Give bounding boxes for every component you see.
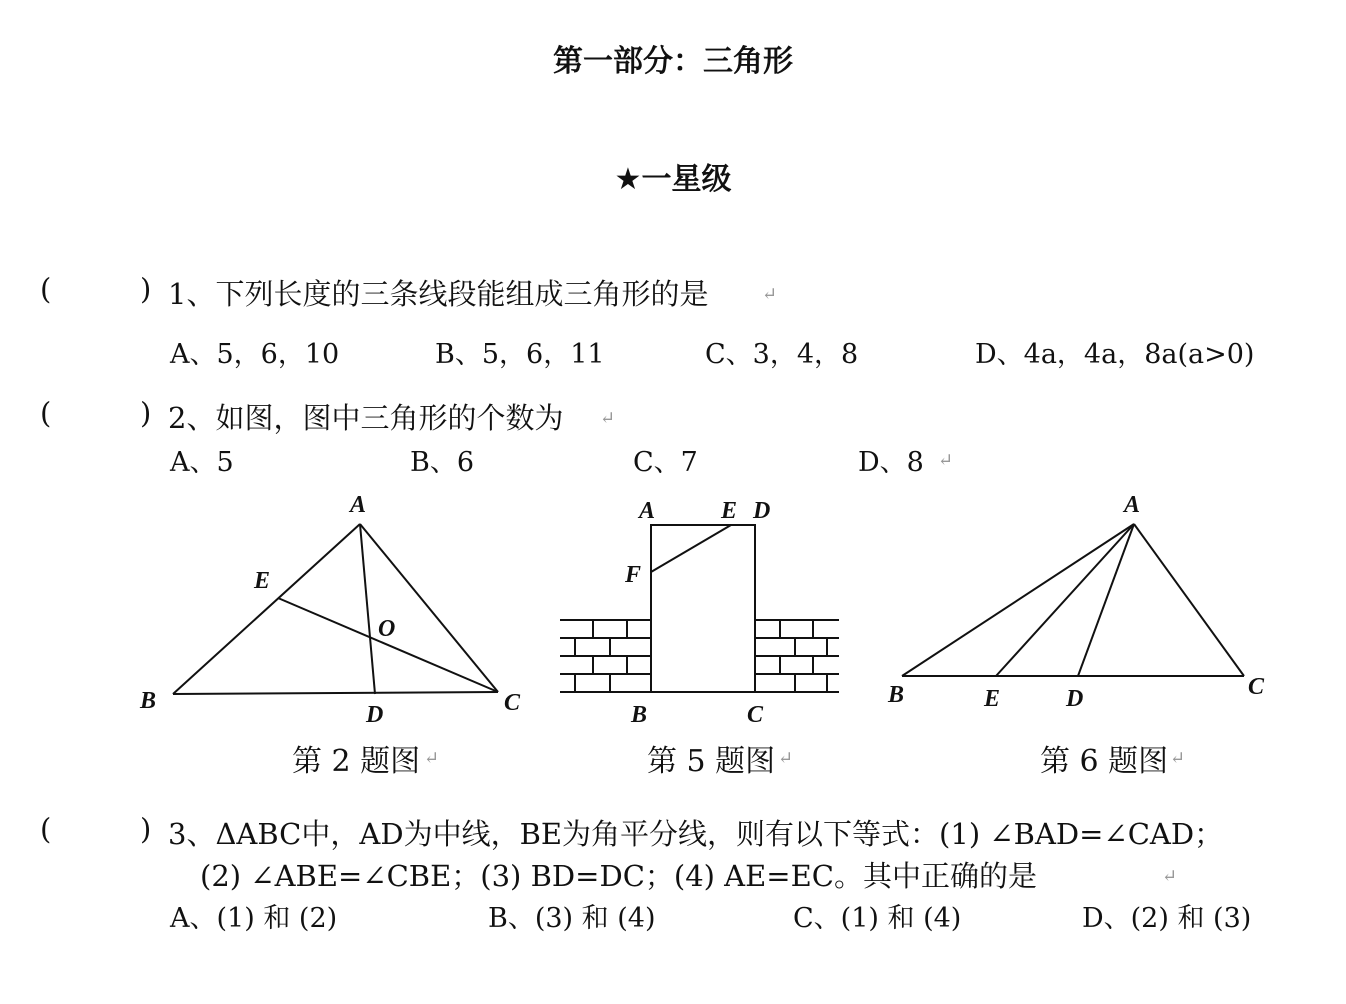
q2-option-a: A、5 bbox=[170, 447, 234, 478]
label-a: A bbox=[639, 498, 656, 524]
label-b: B bbox=[631, 702, 648, 728]
label-e: E bbox=[984, 686, 1001, 712]
label-e: E bbox=[254, 568, 271, 594]
q3-option-c: C、(1) 和 (4) bbox=[793, 903, 962, 934]
label-c: C bbox=[504, 690, 521, 716]
label-c: C bbox=[1248, 674, 1265, 700]
q1-option-d: D、4a，4a，8a(a>0) bbox=[975, 339, 1255, 370]
q1-option-a: A、5，6，10 bbox=[170, 339, 340, 370]
answer-paren-open-3: ( bbox=[40, 812, 52, 846]
page-title: 第一部分：三角形 bbox=[553, 44, 793, 79]
return-mark: ↵ bbox=[424, 748, 440, 769]
q2-option-b: B、6 bbox=[410, 447, 475, 478]
answer-paren-close-3: ) bbox=[140, 812, 152, 846]
label-e: E bbox=[721, 498, 738, 524]
q2-option-d: D、8 bbox=[858, 447, 924, 478]
return-mark: ↵ bbox=[600, 408, 616, 429]
figure-6 bbox=[880, 488, 1280, 728]
answer-paren-open-2: ( bbox=[40, 396, 52, 430]
answer-paren-close-1: ) bbox=[140, 272, 152, 306]
return-mark: ↵ bbox=[778, 748, 794, 769]
question-3-line-1: 3、ΔABC中，AD为中线，BE为角平分线，则有以下等式：(1) ∠BAD=∠CAD； bbox=[168, 817, 1224, 851]
label-d: D bbox=[753, 498, 771, 524]
label-d: D bbox=[1066, 686, 1084, 712]
q3-option-b: B、(3) 和 (4) bbox=[488, 903, 656, 934]
answer-paren-open-1: ( bbox=[40, 272, 52, 306]
difficulty-level: ★一星级 bbox=[614, 162, 732, 197]
figure-5 bbox=[555, 488, 845, 728]
label-d: D bbox=[366, 702, 384, 728]
return-mark: ↵ bbox=[1170, 748, 1186, 769]
return-mark: ↵ bbox=[1162, 866, 1178, 887]
rectangle-abcd bbox=[651, 525, 755, 692]
figure-2-caption: 第 2 题图 bbox=[292, 744, 421, 779]
segment-ec bbox=[278, 598, 498, 692]
segment-bc bbox=[173, 692, 498, 694]
segment-ac bbox=[360, 524, 498, 692]
label-b: B bbox=[140, 688, 157, 714]
segment-ab bbox=[173, 524, 360, 694]
segment-ef bbox=[651, 525, 731, 572]
segment-ad bbox=[360, 524, 375, 694]
label-a: A bbox=[350, 492, 367, 518]
q3-option-a: A、(1) 和 (2) bbox=[170, 903, 338, 934]
q1-option-b: B、5，6，11 bbox=[435, 339, 605, 370]
question-2-stem: 2、如图，图中三角形的个数为 bbox=[168, 401, 564, 435]
label-o: O bbox=[378, 616, 396, 642]
return-mark: ↵ bbox=[938, 450, 954, 471]
question-3-line-2: (2) ∠ABE=∠CBE；(3) BD=DC；(4) AE=EC。其中正确的是 bbox=[200, 859, 1037, 893]
answer-paren-close-2: ) bbox=[140, 396, 152, 430]
label-f: F bbox=[625, 562, 642, 588]
question-1-stem: 1、下列长度的三条线段能组成三角形的是 bbox=[168, 277, 709, 311]
q3-option-d: D、(2) 和 (3) bbox=[1082, 903, 1252, 934]
figure-6-caption: 第 6 题图 bbox=[1040, 744, 1169, 779]
q2-option-c: C、7 bbox=[633, 447, 698, 478]
segment-ad bbox=[1078, 524, 1134, 676]
return-mark: ↵ bbox=[762, 284, 778, 305]
label-c: C bbox=[747, 702, 764, 728]
figure-5-caption: 第 5 题图 bbox=[647, 744, 776, 779]
segment-ac bbox=[1134, 524, 1244, 676]
q1-option-c: C、3，4，8 bbox=[705, 339, 859, 370]
figure-2 bbox=[130, 488, 530, 728]
label-b: B bbox=[888, 682, 905, 708]
label-a: A bbox=[1124, 492, 1141, 518]
